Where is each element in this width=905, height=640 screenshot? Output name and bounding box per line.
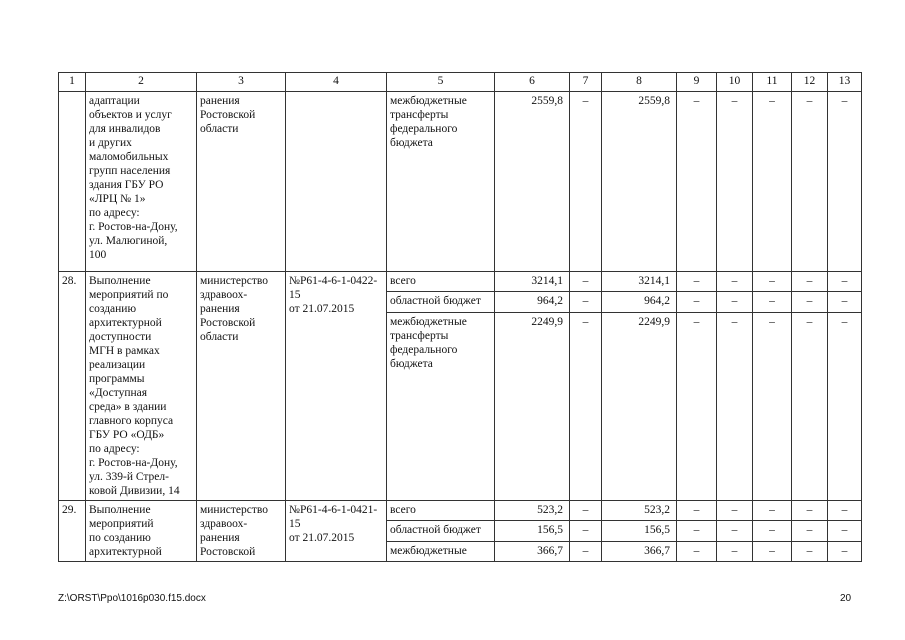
- column-number: 10: [717, 73, 753, 92]
- funding-source: всего: [387, 501, 495, 521]
- value-col-7: –: [570, 292, 602, 312]
- value-col-13: –: [828, 501, 862, 521]
- value-col-10: –: [717, 292, 753, 312]
- value-col-11: –: [753, 92, 792, 272]
- value-col-13: –: [828, 541, 862, 561]
- value-col-8: 2249,9: [602, 312, 677, 501]
- funding-source: областной бюджет: [387, 521, 495, 541]
- activity-description: адаптации объектов и услуг для инвалидов и других маломобильных групп населения здания ГБУ РО «ЛРЦ № 1» по адресу: г. Ростов-на-Дону, ул. Малюгиной, 100: [86, 92, 197, 272]
- value-col-12: –: [792, 541, 828, 561]
- value-col-10: –: [717, 92, 753, 272]
- value-col-7: –: [570, 501, 602, 521]
- value-col-8: 523,2: [602, 501, 677, 521]
- value-col-9: –: [677, 541, 717, 561]
- column-number: 11: [753, 73, 792, 92]
- value-col-12: –: [792, 92, 828, 272]
- value-col-8: 2559,8: [602, 92, 677, 272]
- funding-source: всего: [387, 272, 495, 292]
- value-col-7: –: [570, 521, 602, 541]
- value-col-9: –: [677, 272, 717, 292]
- column-number: 9: [677, 73, 717, 92]
- activity-description: Выполнение мероприятий по созданию архитектурной: [86, 501, 197, 562]
- file-path: Z:\ORST\Ppo\1016p030.f15.docx: [58, 593, 206, 604]
- value-col-9: –: [677, 292, 717, 312]
- column-number: 5: [387, 73, 495, 92]
- agreement-reference: [286, 92, 387, 272]
- value-col-9: –: [677, 312, 717, 501]
- agreement-reference: №Р61-4-6-1-0421-15 от 21.07.2015: [286, 501, 387, 562]
- document-table: [58, 72, 862, 562]
- value-col-9: –: [677, 501, 717, 521]
- value-col-8: 964,2: [602, 292, 677, 312]
- value-col-6: 2559,8: [495, 92, 570, 272]
- value-col-6: 523,2: [495, 501, 570, 521]
- item-number: 29.: [59, 501, 86, 562]
- value-col-6: 964,2: [495, 292, 570, 312]
- value-col-7: –: [570, 541, 602, 561]
- responsible-executor: министерство здравоох- ранения Ростовской области: [197, 272, 286, 501]
- column-number: 4: [286, 73, 387, 92]
- value-col-8: 156,5: [602, 521, 677, 541]
- value-col-8: 3214,1: [602, 272, 677, 292]
- value-col-6: 2249,9: [495, 312, 570, 501]
- value-col-11: –: [753, 501, 792, 521]
- value-col-13: –: [828, 292, 862, 312]
- value-col-10: –: [717, 521, 753, 541]
- page-number: 20: [840, 593, 852, 604]
- funding-source: межбюджетные трансферты федерального бюджета: [387, 92, 495, 272]
- value-col-9: –: [677, 92, 717, 272]
- responsible-executor: министерство здравоох- ранения Ростовской: [197, 501, 286, 562]
- value-col-11: –: [753, 312, 792, 501]
- value-col-11: –: [753, 521, 792, 541]
- column-number: 6: [495, 73, 570, 92]
- agreement-reference: №Р61-4-6-1-0422-15 от 21.07.2015: [286, 272, 387, 501]
- column-number: 13: [828, 73, 862, 92]
- value-col-13: –: [828, 92, 862, 272]
- value-col-8: 366,7: [602, 541, 677, 561]
- column-number: 2: [86, 73, 197, 92]
- column-number-row: [59, 73, 862, 92]
- column-number: 7: [570, 73, 602, 92]
- value-col-12: –: [792, 501, 828, 521]
- funding-source: межбюджетные: [387, 541, 495, 561]
- value-col-6: 366,7: [495, 541, 570, 561]
- column-number: 12: [792, 73, 828, 92]
- value-col-12: –: [792, 521, 828, 541]
- value-col-10: –: [717, 501, 753, 521]
- table-row-continuation: [59, 92, 862, 272]
- value-col-12: –: [792, 292, 828, 312]
- activity-description: Выполнение мероприятий по созданию архитектурной доступности МГН в рамках реализации программы «Доступная среда» в здании главного корпуса ГБУ РО «ОДБ» по адресу: г. Ростов-на-Дону, ул. 339-й Стрел- ковой Дивизии, 14: [86, 272, 197, 501]
- column-number: 1: [59, 73, 86, 92]
- value-col-13: –: [828, 312, 862, 501]
- value-col-12: –: [792, 312, 828, 501]
- value-col-10: –: [717, 312, 753, 501]
- column-number: 3: [197, 73, 286, 92]
- value-col-11: –: [753, 272, 792, 292]
- value-col-12: –: [792, 272, 828, 292]
- value-col-9: –: [677, 521, 717, 541]
- value-col-13: –: [828, 272, 862, 292]
- value-col-10: –: [717, 541, 753, 561]
- table-row-29-total: [59, 501, 862, 521]
- value-col-11: –: [753, 292, 792, 312]
- value-col-7: –: [570, 272, 602, 292]
- column-number: 8: [602, 73, 677, 92]
- responsible-executor: ранения Ростовской области: [197, 92, 286, 272]
- value-col-13: –: [828, 521, 862, 541]
- value-col-6: 3214,1: [495, 272, 570, 292]
- value-col-7: –: [570, 92, 602, 272]
- item-number: 28.: [59, 272, 86, 501]
- value-col-7: –: [570, 312, 602, 501]
- funding-source: межбюджетные трансферты федерального бюджета: [387, 312, 495, 501]
- table-row-28-total: [59, 272, 862, 292]
- item-number-cell: [59, 92, 86, 272]
- value-col-6: 156,5: [495, 521, 570, 541]
- value-col-11: –: [753, 541, 792, 561]
- funding-source: областной бюджет: [387, 292, 495, 312]
- value-col-10: –: [717, 272, 753, 292]
